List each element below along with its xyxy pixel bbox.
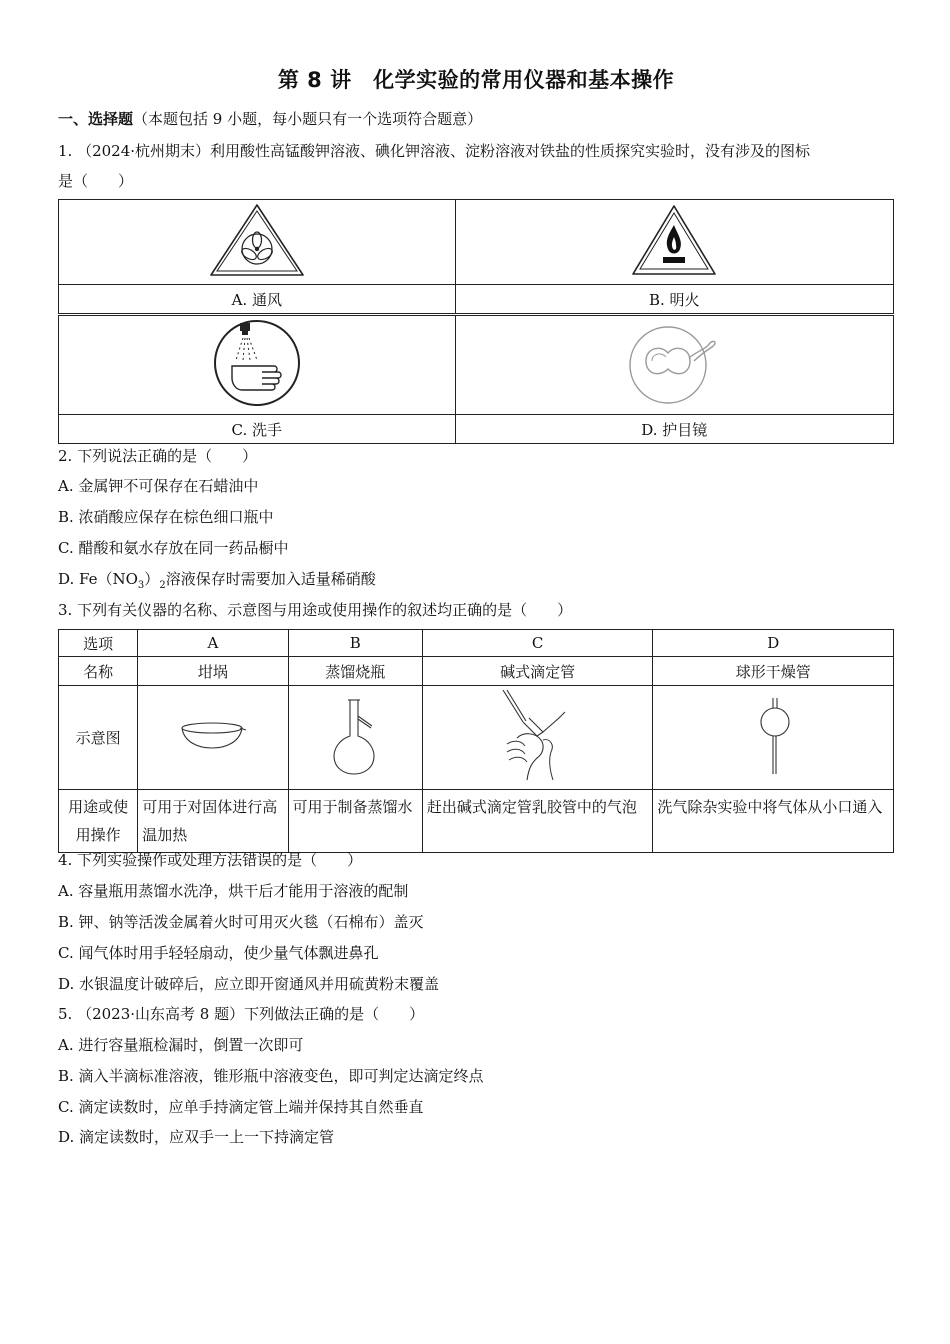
q5-option-c: C. 滴定读数时，应单手持滴定管上端并保持其自然垂直: [58, 1098, 424, 1116]
q3-use-label: 用途或使用操作: [59, 790, 138, 853]
q3-header-b: B: [288, 630, 422, 657]
crucible-icon: [178, 718, 248, 754]
q2-d-subscript-2: 2: [159, 580, 166, 591]
q3-use-b: 可用于制备蒸馏水: [288, 790, 422, 853]
alkaline-burette-icon: [493, 688, 583, 784]
distillation-flask-icon: [330, 696, 380, 776]
q3-diagram-label: 示意图: [59, 686, 138, 790]
q1-option-d-label: D. 护目镜: [455, 415, 893, 444]
q3-table: [58, 629, 894, 853]
q3-diagram-c: [422, 686, 653, 790]
q4-option-d: D. 水银温度计破碎后，应立即开窗通风并用硫黄粉末覆盖: [58, 975, 440, 993]
q3-use-a: 可用于对固体进行高温加热: [138, 790, 288, 853]
q3-diagram-d: [653, 686, 894, 790]
q5-option-a: A. 进行容量瓶检漏时，倒置一次即可: [58, 1036, 304, 1054]
q1-option-d-image: [455, 316, 893, 415]
open-flame-icon: [630, 203, 718, 277]
q4-stem: 4. 下列实验操作或处理方法错误的是（ ）: [58, 851, 363, 869]
q1-stem-line1: 1. （2024·杭州期末）利用酸性高锰酸钾溶液、碘化钾溶液、淀粉溶液对铁盐的性质探究实验时，没有涉及的图标: [58, 142, 811, 160]
q3-header-c: C: [422, 630, 653, 657]
q2-option-a: A. 金属钾不可保存在石蜡油中: [58, 477, 259, 495]
q5-option-b: B. 滴入半滴标准溶液，锥形瓶中溶液变色，即可判定达滴定终点: [58, 1067, 484, 1085]
q1-table-bottom: [58, 315, 894, 444]
q3-name-a: 坩埚: [138, 657, 288, 686]
q3-use-d: 洗气除杂实验中将气体从小口通入: [653, 790, 894, 853]
spherical-drying-tube-icon: [753, 696, 793, 776]
q2-d-text-1: D. Fe（NO: [58, 570, 138, 588]
q2-option-c: C. 醋酸和氨水存放在同一药品橱中: [58, 539, 289, 557]
q2-d-text-2: ）: [144, 570, 160, 588]
q3-name-label: 名称: [59, 657, 138, 686]
hand-wash-icon: [212, 318, 302, 408]
q1-option-b-label: B. 明火: [455, 285, 893, 314]
q3-stem: 3. 下列有关仪器的名称、示意图与用途或使用操作的叙述均正确的是（ ）: [58, 601, 573, 619]
q1-stem-line2: 是（ ）: [58, 172, 134, 190]
q3-diagram-a: [138, 686, 288, 790]
section-note: （本题包括 9 小题，每小题只有一个选项符合题意）: [133, 110, 483, 128]
q1-option-a-image: [59, 200, 456, 285]
ventilation-icon: [207, 202, 307, 278]
q1-option-c-label: C. 洗手: [59, 415, 456, 444]
q4-option-c: C. 闻气体时用手轻轻扇动，使少量气体飘进鼻孔: [58, 944, 379, 962]
q2-d-subscript-3: 3: [137, 580, 145, 591]
q5-option-d: D. 滴定读数时，应双手一上一下持滴定管: [58, 1128, 335, 1146]
q1-option-c-image: [59, 316, 456, 415]
q1-table-top: [58, 199, 894, 314]
q2-stem: 2. 下列说法正确的是（ ）: [58, 447, 258, 465]
q3-name-c: 碱式滴定管: [422, 657, 653, 686]
q3-use-c: 赶出碱式滴定管乳胶管中的气泡: [422, 790, 653, 853]
q2-d-text-3: 溶液保存时需要加入适量稀硝酸: [165, 570, 376, 588]
q1-option-a-label: A. 通风: [59, 285, 456, 314]
q3-name-b: 蒸馏烧瓶: [288, 657, 422, 686]
q5-stem: 5. （2023·山东高考 8 题）下列做法正确的是（ ）: [58, 1005, 425, 1023]
section-label: 一、选择题: [58, 110, 134, 128]
q1-option-b-image: [455, 200, 893, 285]
q3-name-d: 球形干燥管: [653, 657, 894, 686]
q4-option-b: B. 钾、钠等活泼金属着火时可用灭火毯（石棉布）盖灭: [58, 913, 424, 931]
q2-option-d: [58, 569, 376, 596]
section-heading: [58, 109, 482, 129]
q2-option-b: B. 浓硝酸应保存在棕色细口瓶中: [58, 508, 274, 526]
goggles-icon: [628, 321, 720, 405]
q3-header-a: A: [138, 630, 288, 657]
q3-header-option: 选项: [59, 630, 138, 657]
q4-option-a: A. 容量瓶用蒸馏水洗净，烘干后才能用于溶液的配制: [58, 882, 409, 900]
q3-diagram-b: [288, 686, 422, 790]
q3-header-d: D: [653, 630, 894, 657]
page-title: 第 8 讲 化学实验的常用仪器和基本操作: [277, 68, 675, 92]
